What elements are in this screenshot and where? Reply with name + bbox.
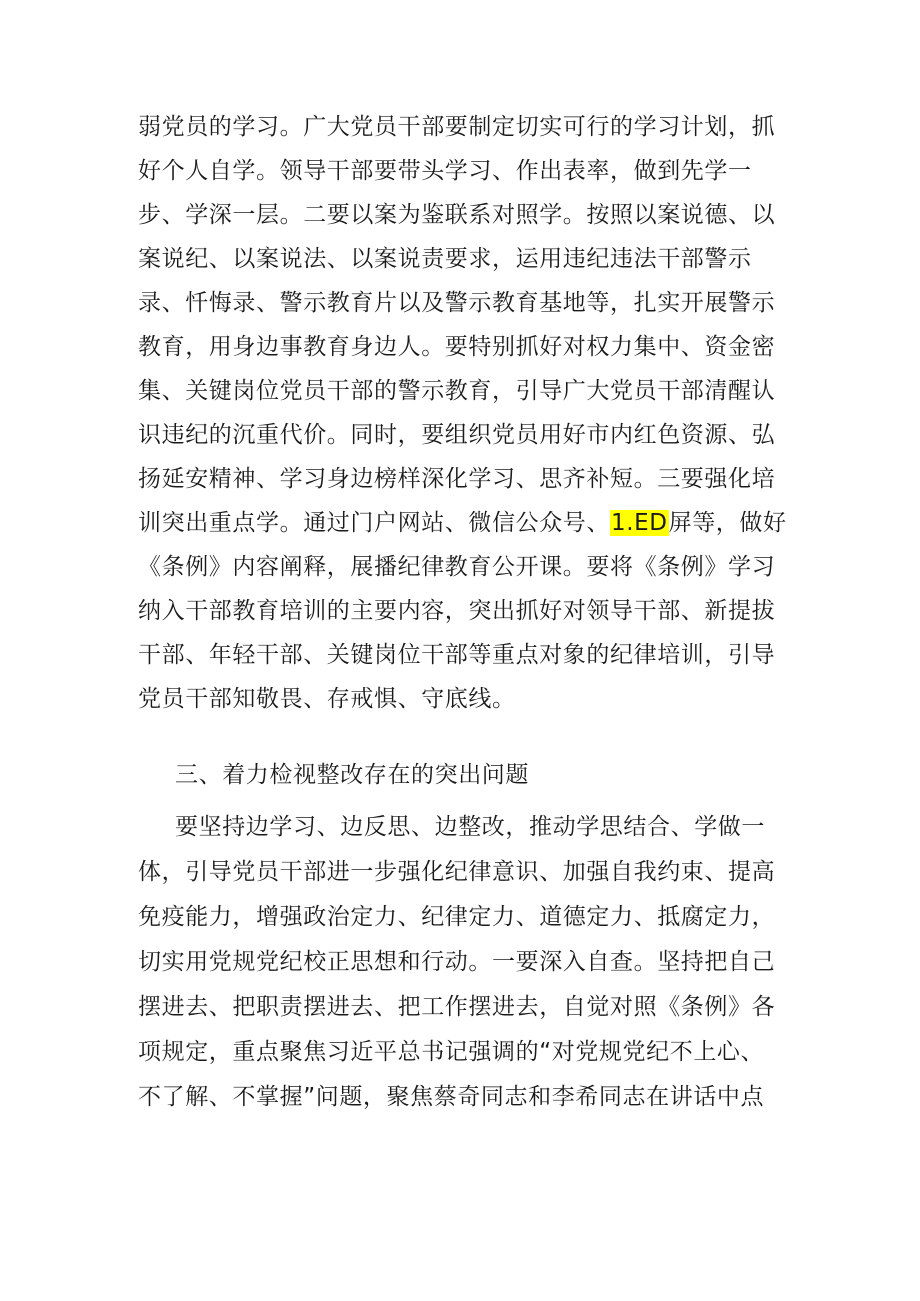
text-line: 项规定，重点聚焦习近平总书记强调的“对党规党纪不上心、	[138, 1039, 765, 1065]
text-line: 步、学深一层。二要以案为鉴联系对照学。按照以案说德、以	[138, 202, 776, 228]
text-line: 体，引导党员干部进一步强化纪律意识、加强自我约束、提高	[138, 859, 776, 885]
text-line: 案说纪、以案说法、以案说责要求，运用违纪违法干部警示	[138, 246, 752, 272]
text-line: 要坚持边学习、边反思、边整改，推动学思结合、学做一	[175, 814, 765, 840]
text-line: 免疫能力，增强政治定力、纪律定力、道德定力、抵腐定力，	[138, 904, 776, 930]
text-line: 好个人自学。领导干部要带头学习、作出表率，做到先学一	[138, 158, 752, 184]
text-line: 党员干部知敬畏、存戒惧、守底线。	[138, 686, 516, 712]
text-line: 扬延安精神、学习身边榜样深化学习、思齐补短。三要强化培	[138, 466, 776, 492]
text-line: 纳入干部教育培训的主要内容，突出抓好对领导干部、新提拔	[138, 598, 776, 624]
text-line: 干部、年轻干部、关键岗位干部等重点对象的纪律培训，引导	[138, 642, 776, 668]
text-line: 弱党员的学习。广大党员干部要制定切实可行的学习计划，抓	[138, 114, 776, 140]
highlighted-text: 1.ED	[611, 510, 668, 536]
text-line: 摆进去、把职责摆进去、把工作摆进去，自觉对照《条例》各	[138, 994, 776, 1020]
text-line-with-highlight	[138, 501, 787, 545]
text-line: 《条例》内容阐释，展播纪律教育公开课。要将《条例》学习	[138, 554, 776, 580]
text-line: 集、关键岗位党员干部的警示教育，引导广大党员干部清醒认	[138, 378, 776, 404]
text-line: 不了解、不掌握”问题，聚焦蔡奇同志和李希同志在讲话中点	[138, 1084, 765, 1110]
text-line: 录、忏悔录、警示教育片以及警示教育基地等，扎实开展警示	[138, 290, 776, 316]
text-segment: 训突出重点学。通过门户网站、微信公众号、	[138, 510, 610, 536]
text-line: 识违纪的沉重代价。同时，要组织党员用好市内红色资源、弘	[138, 422, 776, 448]
section-heading: 三、着力检视整改存在的突出问题	[175, 762, 529, 788]
text-line: 教育，用身边事教育身边人。要特别抓好对权力集中、资金密	[138, 334, 776, 360]
text-segment: 屏等，做好	[668, 510, 787, 536]
text-line: 切实用党规党纪校正思想和行动。一要深入自查。坚持把自己	[138, 949, 776, 975]
